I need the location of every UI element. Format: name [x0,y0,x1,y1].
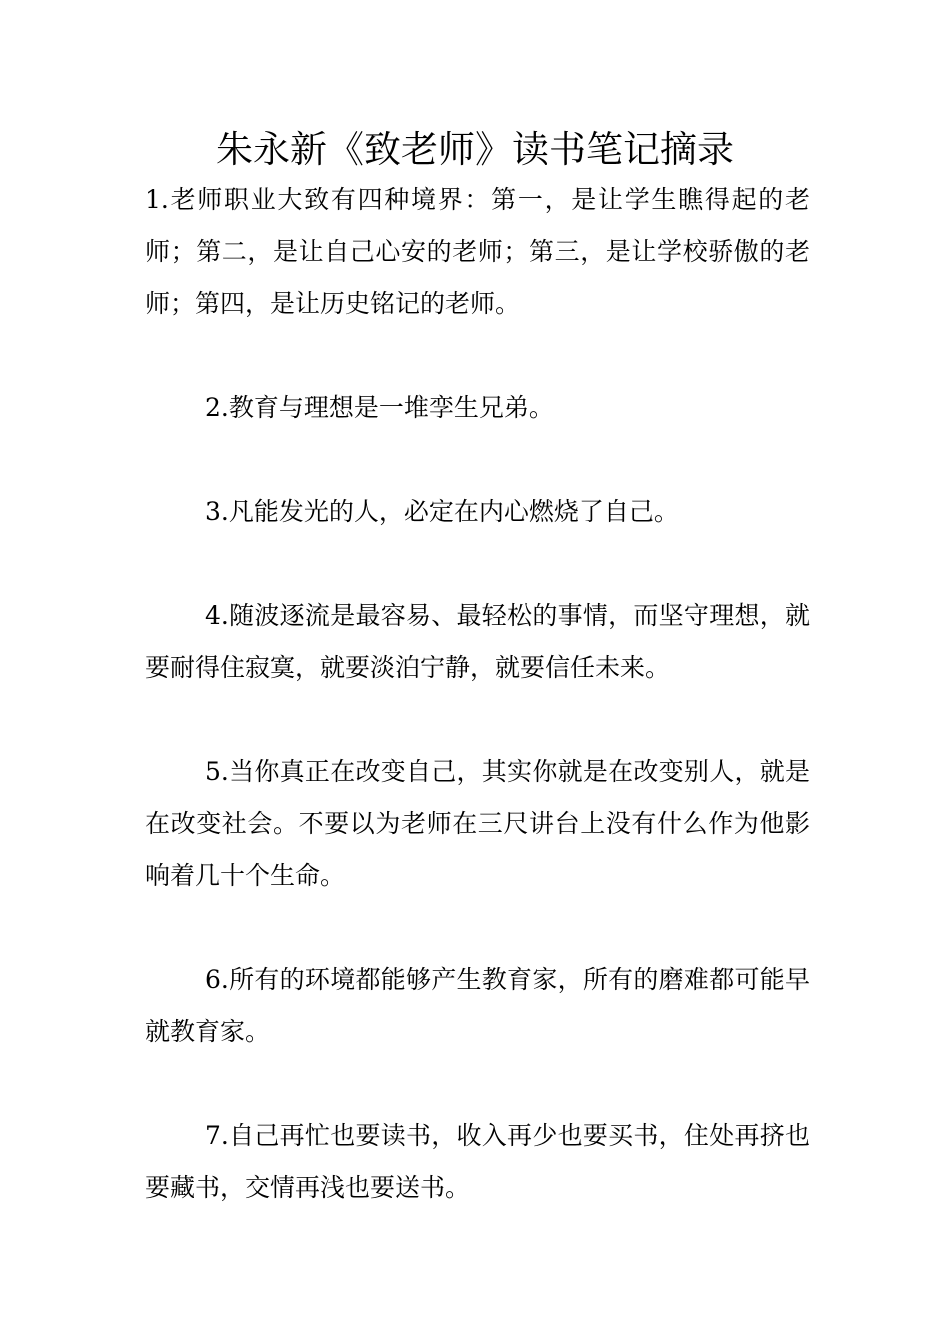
paragraph-1: 1.老师职业大致有四种境界：第一，是让学生瞧得起的老师；第二，是让自己心安的老师；第三，是让学校骄傲的老师；第四，是让历史铭记的老师。 [145,185,810,318]
paragraph-2: 2.教育与理想是一堆孪生兄弟。 [205,393,554,422]
paragraph-7: 7.自己再忙也要读书，收入再少也要买书，住处再挤也要藏书，交情再浅也要送书。 [145,1121,810,1202]
paragraph-3: 3.凡能发光的人，必定在内心燃烧了自己。 [205,497,679,526]
document-body [145,174,810,1214]
document-title: 朱永新《致老师》读书笔记摘录 [216,128,734,171]
paragraph-5: 5.当你真正在改变自己，其实你就是在改变别人，就是在改变社会。不要以为老师在三尺讲台上没有什么作为他影响着几十个生命。 [145,757,810,890]
paragraph-6: 6.所有的环境都能够产生教育家，所有的磨难都可能早就教育家。 [145,965,810,1046]
paragraph-4: 4.随波逐流是最容易、最轻松的事情，而坚守理想，就要耐得住寂寞，就要淡泊宁静，就要信任未来。 [145,601,810,682]
